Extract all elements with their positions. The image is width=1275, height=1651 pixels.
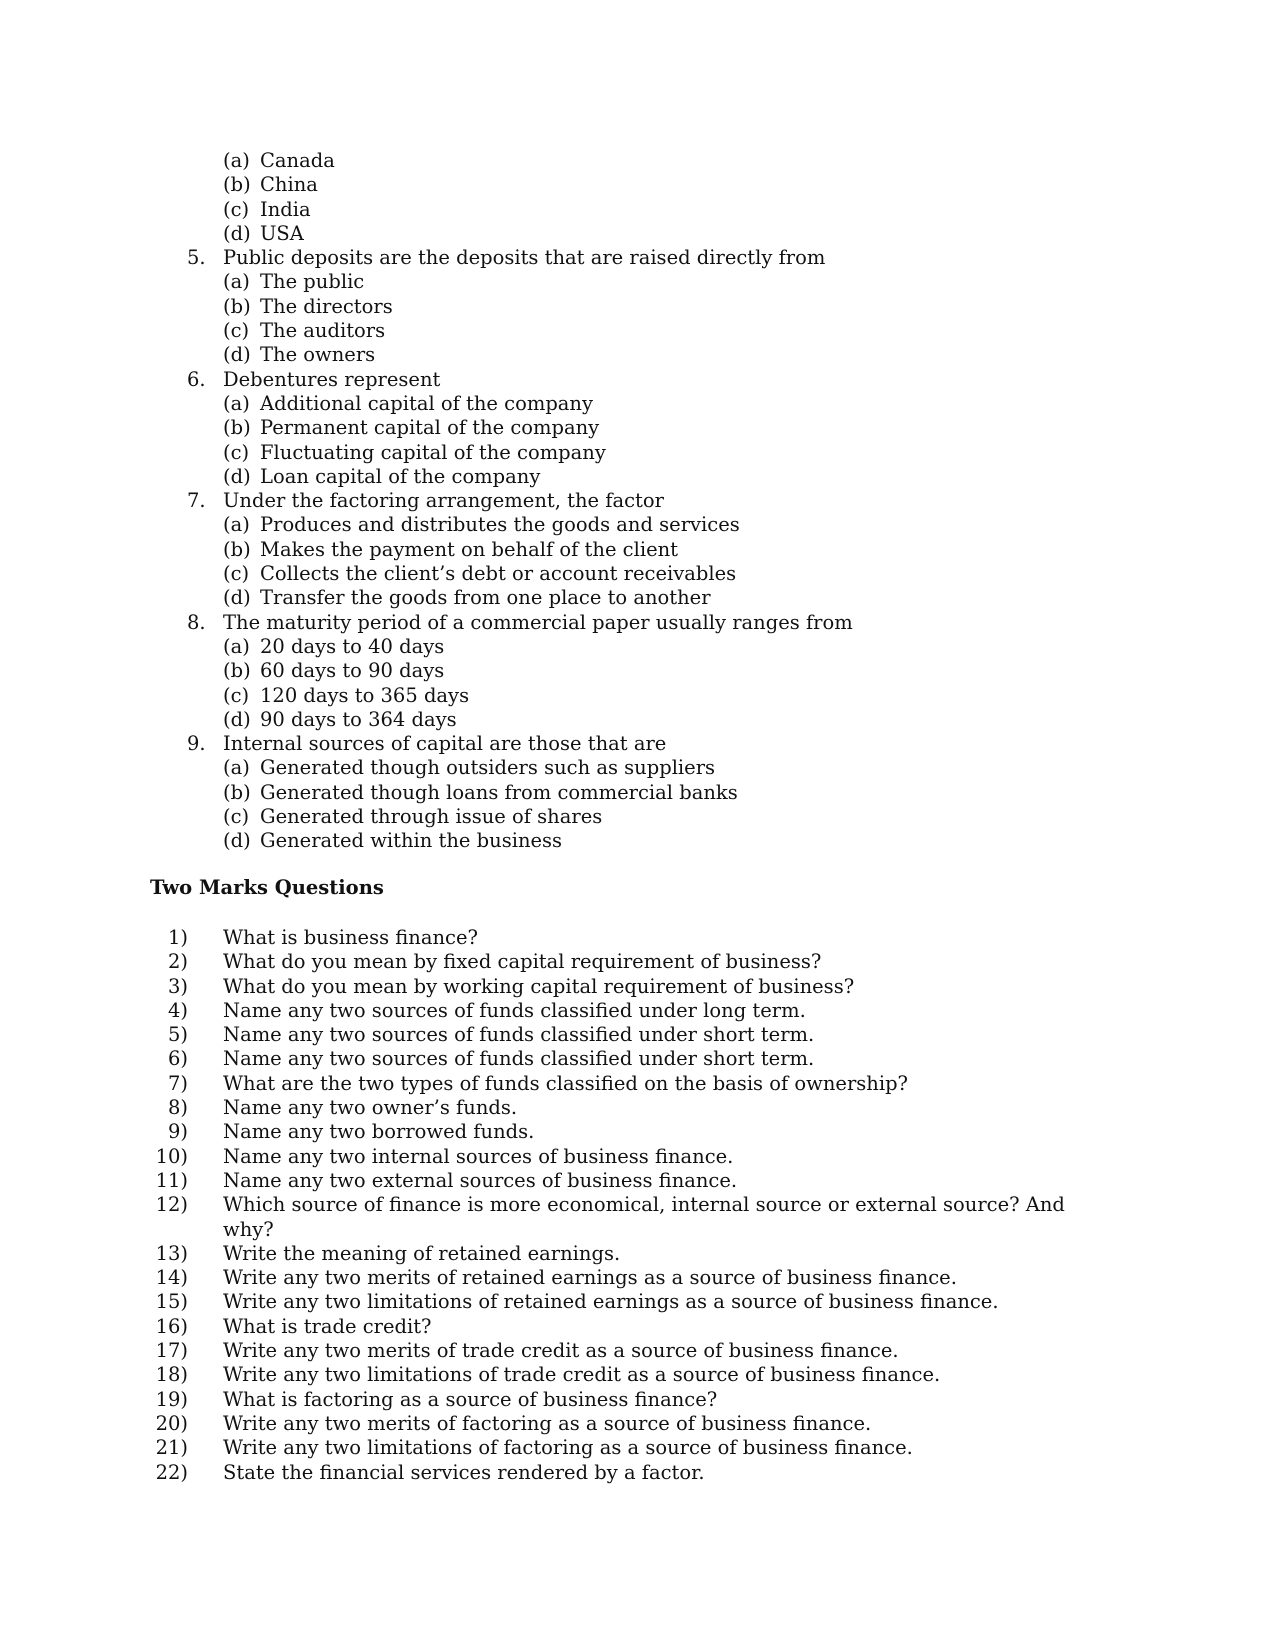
answer-option (0, 635, 1275, 659)
answer-option-marker: (c) (223, 562, 250, 586)
answer-option (0, 222, 1275, 246)
question-item-text: What do you mean by working capital requirement of business? (223, 974, 855, 998)
answer-option-marker: (a) (223, 270, 250, 294)
question-item (0, 1436, 1275, 1460)
answer-option (0, 513, 1275, 537)
section-heading: Two Marks Questions (150, 876, 384, 899)
answer-option-text: Permanent capital of the company (260, 416, 600, 440)
question-item (0, 950, 1275, 974)
answer-option-text: China (260, 173, 318, 197)
answer-option-text: The owners (260, 343, 376, 367)
two-marks-question-list (0, 926, 1275, 1485)
answer-option-text: Generated though loans from commercial banks (260, 780, 738, 804)
answer-option (0, 465, 1275, 489)
answer-option-marker: (c) (223, 683, 250, 707)
answer-option-text: Additional capital of the company (260, 391, 594, 415)
answer-option-text: Generated through issue of shares (260, 805, 603, 829)
mcq-question-text: Public deposits are the deposits that are raised directly from (223, 246, 826, 270)
answer-option-marker: (a) (223, 391, 250, 415)
question-item-marker: 11) (155, 1168, 188, 1192)
question-item (0, 1363, 1275, 1387)
answer-option (0, 319, 1275, 343)
answer-option (0, 756, 1275, 780)
answer-option-text: India (260, 197, 311, 221)
mcq-question-marker: 6. (187, 367, 206, 391)
mcq-question-marker: 5. (187, 246, 206, 270)
answer-option-marker: (d) (223, 829, 251, 853)
question-item-text: Write the meaning of retained earnings. (223, 1241, 621, 1265)
answer-option (0, 538, 1275, 562)
question-item-marker: 12) (155, 1193, 188, 1217)
question-item-text: Write any two limitations of retained earnings as a source of business finance. (223, 1290, 999, 1314)
answer-option-text: Generated within the business (260, 829, 563, 853)
answer-option (0, 295, 1275, 319)
answer-option-marker: (c) (223, 319, 250, 343)
answer-option (0, 708, 1275, 732)
question-item-text: Name any two sources of funds classified under short term. (223, 1023, 815, 1047)
question-item-text: Name any two internal sources of business finance. (223, 1144, 734, 1168)
answer-option-text: The auditors (260, 319, 386, 343)
answer-option-text: Produces and distributes the goods and services (260, 513, 740, 537)
answer-option (0, 270, 1275, 294)
answer-option-marker: (a) (223, 756, 250, 780)
mcq-question-text: Debentures represent (223, 367, 441, 391)
answer-option-marker: (d) (223, 464, 251, 488)
answer-option-marker: (c) (223, 197, 250, 221)
question-item (0, 1023, 1275, 1047)
answer-option-marker: (a) (223, 149, 250, 172)
mcq-list (0, 149, 1275, 854)
question-item-marker: 1) (167, 926, 188, 949)
answer-option (0, 198, 1275, 222)
answer-option (0, 586, 1275, 610)
answer-option-marker: (b) (223, 416, 251, 440)
question-item (0, 999, 1275, 1023)
question-item-marker: 22) (155, 1460, 188, 1484)
answer-option-text: 60 days to 90 days (260, 659, 445, 683)
answer-option-marker: (d) (223, 221, 251, 245)
answer-option (0, 173, 1275, 197)
answer-option (0, 659, 1275, 683)
answer-option (0, 684, 1275, 708)
question-item-text: Name any two sources of funds classified under long term. (223, 998, 806, 1022)
answer-option-marker: (d) (223, 343, 251, 367)
question-item-text: Write any two merits of retained earnings as a source of business finance. (223, 1266, 957, 1290)
answer-option (0, 562, 1275, 586)
question-item-text: Name any two external sources of business finance. (223, 1168, 738, 1192)
question-item-text: Write any two limitations of factoring as a source of business finance. (223, 1436, 913, 1460)
answer-option (0, 416, 1275, 440)
question-item-marker: 7) (167, 1071, 188, 1095)
answer-option-text: The directors (260, 294, 393, 318)
answer-option (0, 149, 1275, 173)
answer-option-marker: (b) (223, 780, 251, 804)
answer-option-marker: (c) (223, 440, 250, 464)
mcq-question-text: Internal sources of capital are those that are (223, 732, 667, 756)
mcq-question-marker: 8. (187, 610, 206, 634)
question-item (0, 926, 1275, 950)
question-item (0, 1193, 1275, 1217)
question-item-marker: 5) (167, 1023, 188, 1047)
mcq-question (0, 489, 1275, 513)
answer-option (0, 392, 1275, 416)
question-item (0, 1266, 1275, 1290)
question-item (0, 1242, 1275, 1266)
answer-option (0, 781, 1275, 805)
question-item (0, 1047, 1275, 1071)
answer-option-text: Loan capital of the company (260, 464, 541, 488)
question-item-marker: 19) (155, 1387, 188, 1411)
question-item-marker: 16) (155, 1314, 188, 1338)
answer-option-text: Makes the payment on behalf of the client (260, 537, 679, 561)
question-item-marker: 17) (155, 1339, 188, 1363)
question-item-text: Name any two sources of funds classified under short term. (223, 1047, 815, 1071)
answer-option-text: Fluctuating capital of the company (260, 440, 606, 464)
mcq-question-marker: 9. (187, 732, 206, 756)
question-item-text: Write any two merits of factoring as a source of business finance. (223, 1411, 872, 1435)
question-item (0, 1120, 1275, 1144)
answer-option (0, 829, 1275, 853)
question-item-text: Write any two limitations of trade credit as a source of business finance. (223, 1363, 941, 1387)
answer-option-marker: (a) (223, 634, 250, 658)
question-item-marker: 21) (155, 1436, 188, 1460)
answer-option-marker: (b) (223, 294, 251, 318)
answer-option-text: Generated though outsiders such as suppliers (260, 756, 716, 780)
question-item (0, 1461, 1275, 1485)
question-item-text: Name any two owner’s funds. (223, 1096, 518, 1120)
answer-option (0, 343, 1275, 367)
answer-option-marker: (c) (223, 805, 250, 829)
answer-option-text: The public (260, 270, 365, 294)
answer-option-marker: (d) (223, 586, 251, 610)
answer-option-text: 120 days to 365 days (260, 683, 470, 707)
question-item (0, 1315, 1275, 1339)
question-item (0, 1096, 1275, 1120)
question-item-marker: 14) (155, 1266, 188, 1290)
question-item-text: What is factoring as a source of business finance? (223, 1387, 718, 1411)
question-item (0, 1072, 1275, 1096)
question-item-text: Write any two merits of trade credit as a source of business finance. (223, 1339, 899, 1363)
question-item-text: State the financial services rendered by a factor. (223, 1460, 705, 1484)
question-item-marker: 9) (167, 1120, 188, 1144)
answer-option-marker: (b) (223, 537, 251, 561)
question-item-text: What is business finance? (223, 926, 478, 949)
question-item-marker: 8) (167, 1096, 188, 1120)
mcq-question (0, 246, 1275, 270)
answer-option-marker: (d) (223, 707, 251, 731)
question-item (0, 1169, 1275, 1193)
question-item (0, 1412, 1275, 1436)
answer-option-text: Canada (260, 149, 335, 172)
answer-option-marker: (a) (223, 513, 250, 537)
answer-option (0, 441, 1275, 465)
question-item-marker: 20) (155, 1411, 188, 1435)
answer-option-text: Collects the client’s debt or account receivables (260, 562, 737, 586)
answer-option-text: USA (260, 221, 304, 245)
question-item-marker: 15) (155, 1290, 188, 1314)
question-item-text: Name any two borrowed funds. (223, 1120, 535, 1144)
answer-option (0, 805, 1275, 829)
question-item (0, 1145, 1275, 1169)
question-item-marker: 10) (155, 1144, 188, 1168)
question-item-marker: 18) (155, 1363, 188, 1387)
question-item (0, 975, 1275, 999)
question-item-text: why? (223, 1217, 274, 1241)
answer-option-text: 90 days to 364 days (260, 707, 457, 731)
mcq-question-text: Under the factoring arrangement, the factor (223, 489, 664, 513)
question-item (0, 1388, 1275, 1412)
question-item-marker: 3) (167, 974, 188, 998)
question-item (0, 1339, 1275, 1363)
question-item-text: Which source of finance is more economical, internal source or external source? And (223, 1193, 1065, 1217)
answer-option-text: Transfer the goods from one place to another (260, 586, 711, 610)
question-item-marker: 6) (167, 1047, 188, 1071)
answer-option-marker: (b) (223, 659, 251, 683)
question-item (0, 1218, 1275, 1242)
answer-option-text: 20 days to 40 days (260, 634, 445, 658)
question-item-marker: 4) (167, 998, 188, 1022)
mcq-question-marker: 7. (187, 489, 206, 513)
question-item-marker: 13) (155, 1241, 188, 1265)
mcq-question (0, 732, 1275, 756)
question-item-text: What are the two types of funds classified on the basis of ownership? (223, 1071, 909, 1095)
mcq-question-text: The maturity period of a commercial paper usually ranges from (223, 610, 853, 634)
question-item-text: What is trade credit? (223, 1314, 432, 1338)
question-item-text: What do you mean by fixed capital requirement of business? (223, 950, 822, 974)
question-item (0, 1290, 1275, 1314)
question-item-marker: 2) (167, 950, 188, 974)
answer-option-marker: (b) (223, 173, 251, 197)
mcq-question (0, 611, 1275, 635)
mcq-question (0, 368, 1275, 392)
